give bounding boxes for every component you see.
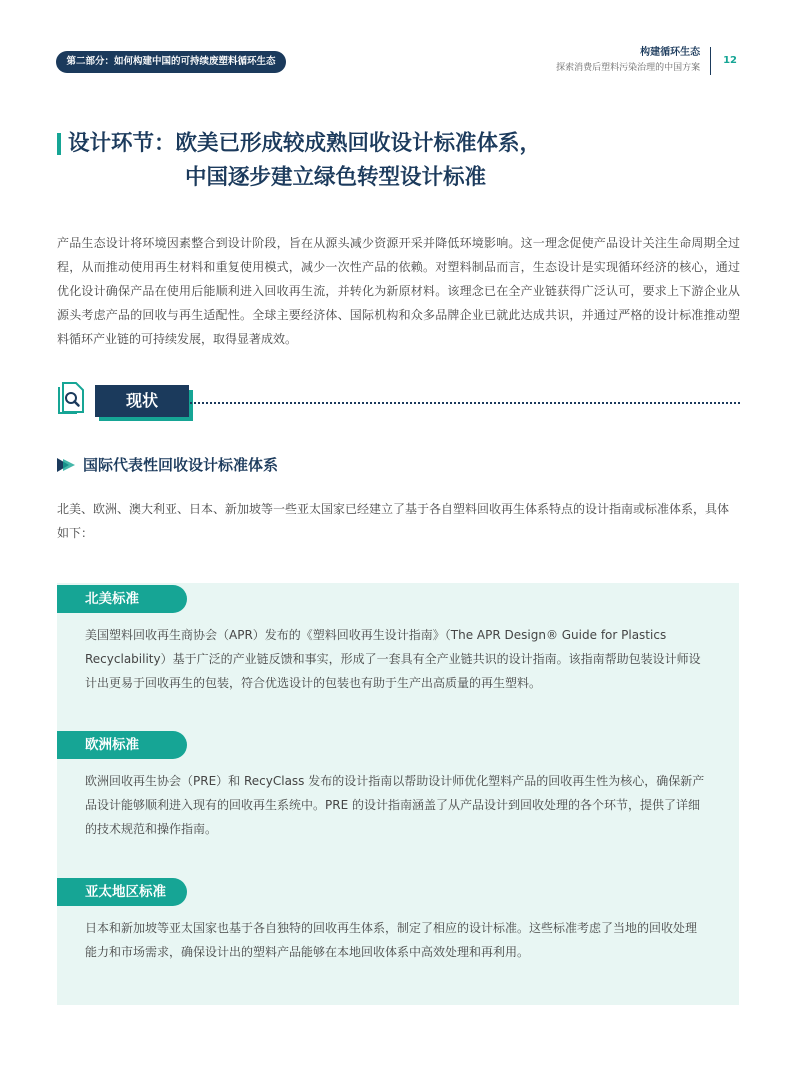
lead-paragraph: 北美、欧洲、澳大利亚、日本、新加坡等一些亚太国家已经建立了基于各自塑料回收再生体系特点的设计指南或标准体系，具体如下： (57, 502, 730, 540)
intro-paragraph: 产品生态设计将环境因素整合到设计阶段，旨在从源头减少资源开采并降低环境影响。这一理念促使产品设计关注生命周期全过程，从而推动使用再生材料和重复使用模式，减少一次性产品的依赖。对塑料制品而言，生态设计是实现循环经济的核心，通过优化设计确保产品在使用后能顺利进入回收再生流，并转化为新原材料。该理念已在全产业链获得广泛认可，要求上下游企业从源头考虑产品的回收与再生适配性。全球主要经济体、国际机构和众多品牌企业已就此达成共识，并通过严格的设计标准推动塑料循环产业链的可持续发展，取得显著成效。 (57, 236, 740, 346)
section-tag: 北美标准 (57, 585, 187, 613)
page-title-line2: 中国逐步建立绿色转型设计标准 (185, 165, 487, 190)
section-body: 美国塑料回收再生商协会（APR）发布的《塑料回收再生设计指南》（The APR Design® Guide for Plastics Recyclability）基于广泛的产业链反馈和事实，形成了一套具有全产业链共识的设计指南。该指南帮助包装设计师设计出更易于回收再生的包装，符合优选设计的包装也有助于生产出高质量的再生塑料。 (85, 628, 701, 690)
section-tag: 欧洲标准 (57, 731, 187, 759)
section-europe (57, 731, 739, 841)
dotted-divider (175, 402, 740, 404)
status-label (95, 385, 197, 423)
status-label-text: 现状 (95, 385, 189, 417)
page-number: 12 (723, 55, 737, 66)
page-title (68, 127, 541, 195)
running-header-title: 构建循环生态 (640, 47, 701, 58)
standards-panel (57, 583, 739, 1005)
header-divider (710, 47, 711, 75)
section-body: 日本和新加坡等亚太国家也基于各自独特的回收再生体系，制定了相应的设计标准。这些标准考虑了当地的回收处理能力和市场需求，确保设计出的塑料产品能够在本地回收体系中高效处理和再利用。 (85, 921, 698, 959)
document-search-icon (57, 381, 87, 415)
sub-heading (57, 454, 278, 475)
section-body: 欧洲回收再生协会（PRE）和 RecyClass 发布的设计指南以帮助设计师优化塑料产品的回收再生性为核心，确保新产品设计能够顺利进入现有的回收再生系统中。PRE 的设计指南涵盖了从产品设计到回收处理的各个环节，提供了详细的技术规范和操作指南。 (85, 774, 705, 836)
status-banner (57, 381, 740, 425)
triangle-arrow-icon (57, 458, 75, 472)
section-pill: 第二部分：如何构建中国的可持续废塑料循环生态 (56, 51, 286, 73)
section-asia-pacific (57, 878, 739, 964)
section-north-america (57, 585, 739, 695)
section-tag: 亚太地区标准 (57, 878, 187, 906)
sub-heading-text: 国际代表性回收设计标准体系 (83, 456, 279, 474)
page-title-line1: 设计环节：欧美已形成较成熟回收设计标准体系， (68, 131, 542, 156)
heading-accent-bar (57, 133, 61, 155)
running-header (556, 46, 737, 75)
running-header-subtitle: 探索消费后塑料污染治理的中国方案 (556, 63, 701, 73)
